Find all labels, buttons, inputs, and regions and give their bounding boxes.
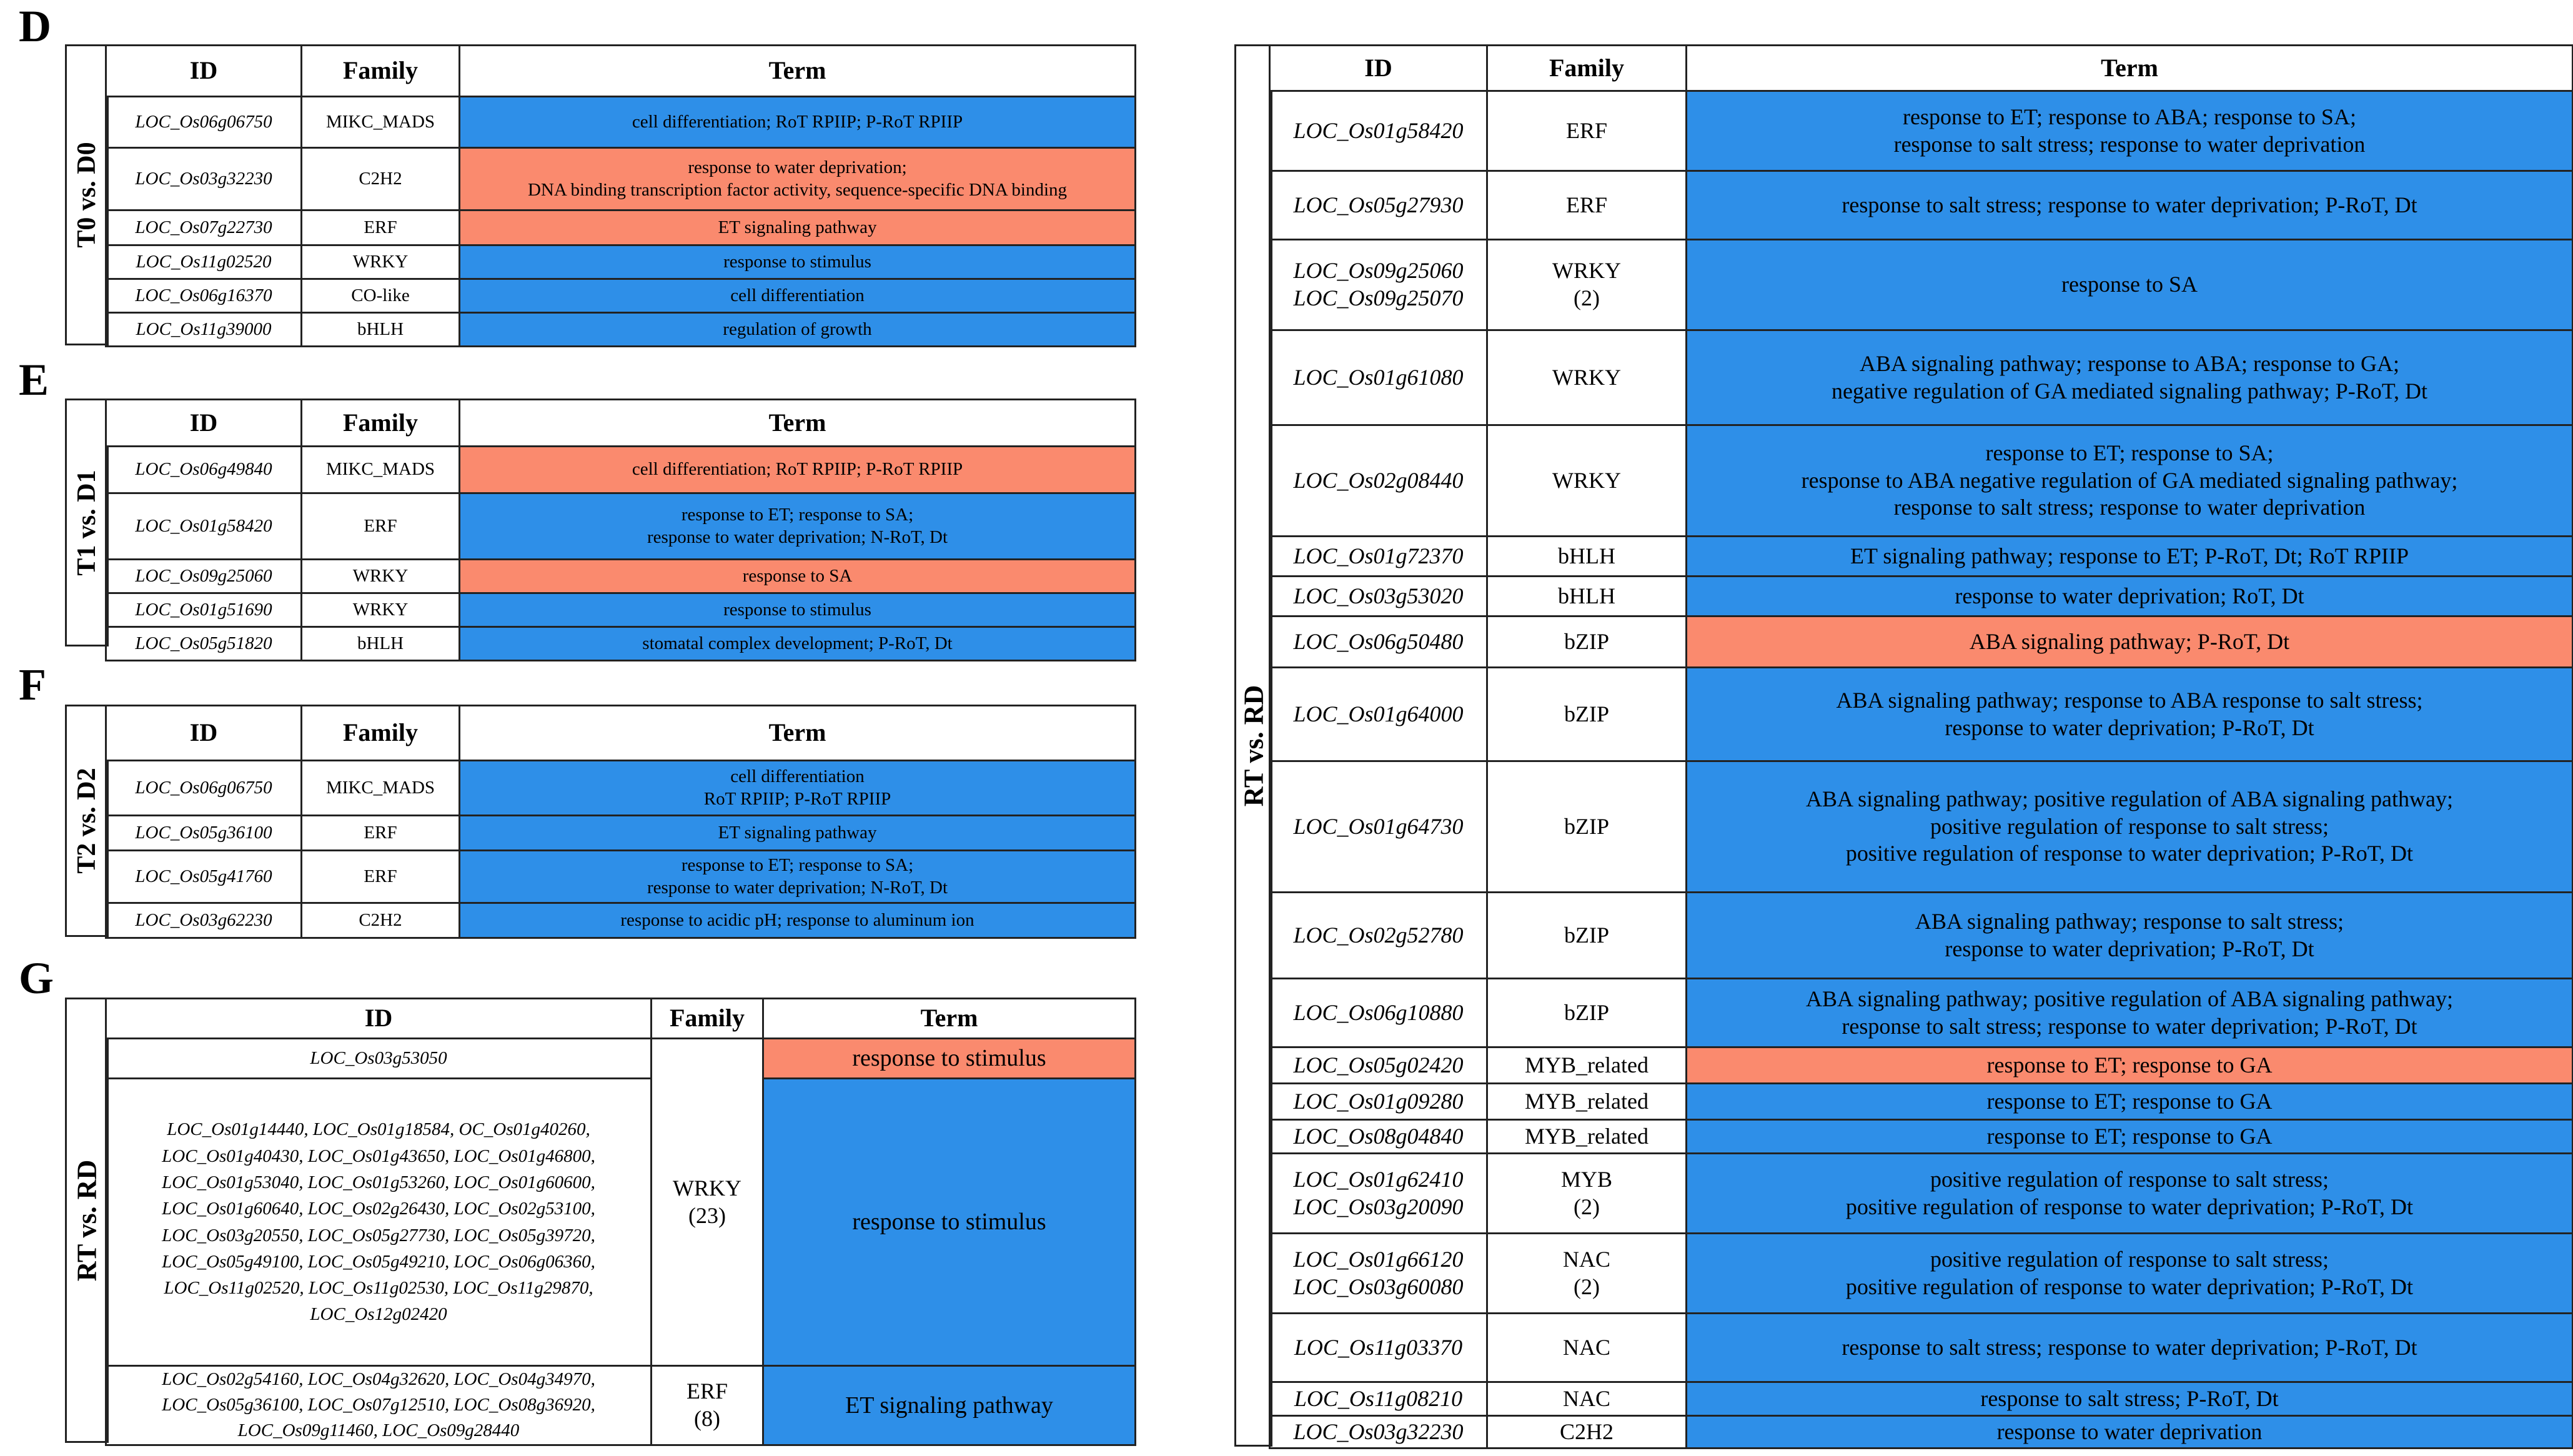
header-term: Term [460,706,1136,761]
gene-id-cell: LOC_Os06g49840 [106,447,302,493]
gene-id-list-wrky: LOC_Os01g14440, LOC_Os01g18584, OC_Os01g40260, LOC_Os01g40430, LOC_Os01g43650, LOC_Os01g46800, LOC_Os01g53040, LOC_Os01g53260, LOC_Os01g60600, LOC_Os01g60640, LOC_Os02g26430, LOC_Os02g53100, LOC_Os03g20550, LOC_Os05g27730, LOC_Os05g39720, LOC_Os05g49100, LOC_Os05g49210, LOC_Os06g06360, LOC_Os11g02520, LOC_Os11g02530, LOC_Os11g29870, LOC_Os12g02420 [106,1079,652,1366]
table-row [1270,171,2573,240]
term-cell-blue: response to salt stress; response to water deprivation; P-RoT, Dt [1687,1314,2573,1382]
table-row [1270,425,2573,537]
table-row [106,447,1136,493]
family-cell-erf: ERF [302,851,460,903]
term-cell-orange: response to ET; response to GA [1687,1047,2573,1084]
gene-id-cell: LOC_Os01g09280 [1270,1084,1487,1120]
header-term: Term [460,46,1136,97]
gene-id-cell: LOC_Os01g58420 [1270,91,1487,171]
term-cell-orange: response to water deprivation; DNA binding transcription factor activity, sequence-specific DNA binding [460,148,1136,210]
table-row [1270,1154,2573,1234]
table-row [1270,577,2573,617]
term-cell-blue: response to salt stress; P-RoT, Dt [1687,1382,2573,1416]
panel-d-table [65,44,1136,345]
term-cell-blue: ABA signaling pathway; response to ABA response to salt stress; response to water deprivation; P-RoT, Dt [1687,668,2573,761]
gene-id-cell: LOC_Os01g51690 [106,593,302,627]
term-cell-blue: cell differentiation [460,279,1136,313]
table-row [106,279,1136,313]
gene-id-cell: LOC_Os06g06750 [106,761,302,816]
family-cell-myb-related: MYB_related [1487,1047,1687,1084]
gene-id-cell: LOC_Os01g64000 [1270,668,1487,761]
family-cell-wrky-23: WRKY (23) [652,1039,763,1366]
table-row [106,97,1136,148]
term-cell-blue: ABA signaling pathway; positive regulation of ABA signaling pathway; positive regulation of response to salt stress; positive regulation of response to water deprivation; P-RoT, Dt [1687,761,2573,893]
group-label-t0-vs-d0: T0 vs. D0 [65,44,109,345]
header-term: Term [1687,46,2573,91]
table-row [106,903,1136,938]
gene-id-cell: LOC_Os02g52780 [1270,893,1487,979]
table-row [106,245,1136,279]
panel-e-table [65,399,1136,653]
gene-id-cell: LOC_Os05g51820 [106,627,302,661]
family-cell-c2h2: C2H2 [1487,1416,1687,1449]
table-row [1270,240,2573,330]
family-cell-erf: ERF [302,816,460,851]
group-label-rt-vs-rd-g: RT vs. RD [65,998,109,1443]
gene-id-cell: LOC_Os05g41760 [106,851,302,903]
term-cell-blue: response to ET; response to SA; response to water deprivation; N-RoT, Dt [460,493,1136,560]
gene-id-cell: LOC_Os05g02420 [1270,1047,1487,1084]
term-cell-blue: response to ET; response to GA [1687,1084,2573,1120]
table-row [106,816,1136,851]
family-cell-co-like: CO-like [302,279,460,313]
panel-rt-vs-rd-table [1234,44,2573,1447]
gene-id-cell: LOC_Os03g62230 [106,903,302,938]
gene-id-list-erf: LOC_Os02g54160, LOC_Os04g32620, LOC_Os04g34970, LOC_Os05g36100, LOC_Os07g12510, LOC_Os08g36920, LOC_Os09g11460, LOC_Os09g28440 [106,1366,652,1445]
family-cell-bzip: bZIP [1487,893,1687,979]
family-cell-bzip: bZIP [1487,617,1687,668]
table-row [1270,1382,2573,1416]
term-cell-blue: response to stimulus [460,245,1136,279]
term-cell-blue: response to water deprivation [1687,1416,2573,1449]
gene-id-cell: LOC_Os05g36100 [106,816,302,851]
term-cell-orange: cell differentiation; RoT RPIIP; P-RoT RPIIP [460,447,1136,493]
gene-id-cell: LOC_Os06g06750 [106,97,302,148]
table-row [106,627,1136,661]
family-cell-erf: ERF [1487,171,1687,240]
gene-id-cell: LOC_Os02g08440 [1270,425,1487,537]
gene-id-cell: LOC_Os06g50480 [1270,617,1487,668]
header-id: ID [106,999,652,1039]
header-family: Family [302,400,460,447]
gene-id-cell: LOC_Os05g27930 [1270,171,1487,240]
family-cell-erf-8: ERF (8) [652,1366,763,1445]
family-cell-erf: ERF [302,493,460,560]
table-row [1270,1314,2573,1382]
family-cell-mikc-mads: MIKC_MADS [302,97,460,148]
panel-letter-g: G [19,953,54,1003]
family-cell-nac: NAC [1487,1382,1687,1416]
header-family: Family [302,46,460,97]
header-id: ID [1270,46,1487,91]
gene-id-cell: LOC_Os01g61080 [1270,330,1487,425]
table-row [1270,330,2573,425]
term-cell-blue: ABA signaling pathway; positive regulation of ABA signaling pathway; response to salt stress; response to water deprivation; P-RoT, Dt [1687,979,2573,1047]
term-cell-blue: regulation of growth [460,313,1136,347]
term-cell-blue: ET signaling pathway [763,1366,1136,1445]
gene-id-cell: LOC_Os11g03370 [1270,1314,1487,1382]
term-cell-blue: positive regulation of response to salt stress; positive regulation of response to water deprivation; P-RoT, Dt [1687,1234,2573,1314]
term-cell-orange: ET signaling pathway [460,210,1136,245]
term-cell-orange: response to SA [460,560,1136,593]
header-term: Term [460,400,1136,447]
family-cell-mikc-mads: MIKC_MADS [302,761,460,816]
term-cell-blue: ABA signaling pathway; response to ABA; response to GA; negative regulation of GA mediated signaling pathway; P-RoT, Dt [1687,330,2573,425]
term-cell-blue: cell differentiation RoT RPIIP; P-RoT RPIIP [460,761,1136,816]
table-row [1270,979,2573,1047]
gene-id-cell: LOC_Os06g10880 [1270,979,1487,1047]
panel-letter-f: F [19,660,46,710]
gene-id-cell: LOC_Os11g02520 [106,245,302,279]
family-cell-wrky: WRKY [302,593,460,627]
table-row [1270,91,2573,171]
header-id: ID [106,706,302,761]
table-row [1270,1120,2573,1154]
term-cell-blue: response to SA [1687,240,2573,330]
family-cell-bhlh: bHLH [302,313,460,347]
term-cell-blue: response to water deprivation; RoT, Dt [1687,577,2573,617]
header-term: Term [763,999,1136,1039]
family-cell-bzip: bZIP [1487,668,1687,761]
term-cell-blue: response to stimulus [460,593,1136,627]
header-family: Family [302,706,460,761]
gene-id-cell: LOC_Os09g25060 LOC_Os09g25070 [1270,240,1487,330]
family-cell-wrky: WRKY (2) [1487,240,1687,330]
term-cell-blue: response to ET; response to SA; response to water deprivation; N-RoT, Dt [460,851,1136,903]
term-cell-blue: response to stimulus [763,1079,1136,1366]
gene-id-cell: LOC_Os01g58420 [106,493,302,560]
term-cell-orange: ABA signaling pathway; P-RoT, Dt [1687,617,2573,668]
gene-id-cell: LOC_Os01g62410 LOC_Os03g20090 [1270,1154,1487,1234]
gene-id-cell: LOC_Os11g39000 [106,313,302,347]
gene-id-cell: LOC_Os03g32230 [106,148,302,210]
panel-f-table [65,705,1136,937]
term-cell-blue: response to salt stress; response to water deprivation; P-RoT, Dt [1687,171,2573,240]
term-cell-blue: positive regulation of response to salt stress; positive regulation of response to water deprivation; P-RoT, Dt [1687,1154,2573,1234]
term-cell-blue: response to ET; response to ABA; response to SA; response to salt stress; response to water deprivation [1687,91,2573,171]
family-cell-bzip: bZIP [1487,761,1687,893]
gene-id-cell: LOC_Os09g25060 [106,560,302,593]
family-cell-nac: NAC (2) [1487,1234,1687,1314]
gene-id-cell: LOC_Os01g66120 LOC_Os03g60080 [1270,1234,1487,1314]
family-cell-c2h2: C2H2 [302,903,460,938]
gene-id-cell: LOC_Os03g53020 [1270,577,1487,617]
group-label-t1-vs-d1: T1 vs. D1 [65,399,109,646]
panel-letter-d: D [19,1,51,51]
table-row [1270,761,2573,893]
gene-id-cell: LOC_Os11g08210 [1270,1382,1487,1416]
family-cell-wrky: WRKY [1487,425,1687,537]
family-cell-erf: ERF [1487,91,1687,171]
table-row [1270,1084,2573,1120]
term-cell-blue: response to ET; response to GA [1687,1120,2573,1154]
header-id: ID [106,400,302,447]
family-cell-wrky: WRKY [302,245,460,279]
family-cell-nac: NAC [1487,1314,1687,1382]
family-cell-myb: MYB (2) [1487,1154,1687,1234]
gene-id-cell: LOC_Os07g22730 [106,210,302,245]
term-cell-blue: response to ET; response to SA; response to ABA negative regulation of GA mediated signaling pathway; response to salt stress; response to water deprivation [1687,425,2573,537]
family-cell-bhlh: bHLH [302,627,460,661]
gene-id-cell: LOC_Os03g53050 [106,1039,652,1079]
header-family: Family [1487,46,1687,91]
gene-id-cell: LOC_Os03g32230 [1270,1416,1487,1449]
table-row [1270,537,2573,577]
table-row [106,493,1136,560]
table-row [106,210,1136,245]
group-label-t2-vs-d2: T2 vs. D2 [65,705,109,937]
table-row [106,761,1136,816]
table-row [106,593,1136,627]
family-cell-myb-related: MYB_related [1487,1084,1687,1120]
table-row [1270,617,2573,668]
family-cell-wrky: WRKY [1487,330,1687,425]
term-cell-blue: ET signaling pathway; response to ET; P-RoT, Dt; RoT RPIIP [1687,537,2573,577]
term-cell-blue: ABA signaling pathway; response to salt stress; response to water deprivation; P-RoT, Dt [1687,893,2573,979]
family-cell-myb-related: MYB_related [1487,1120,1687,1154]
family-cell-c2h2: C2H2 [302,148,460,210]
table-row [1270,1047,2573,1084]
group-label-rt-vs-rd: RT vs. RD [1234,44,1272,1447]
term-cell-blue: stomatal complex development; P-RoT, Dt [460,627,1136,661]
table-row [1270,1234,2573,1314]
family-cell-bzip: bZIP [1487,979,1687,1047]
table-row [1270,893,2573,979]
table-row [106,313,1136,347]
gene-id-cell: LOC_Os06g16370 [106,279,302,313]
term-cell-blue: cell differentiation; RoT RPIIP; P-RoT RPIIP [460,97,1136,148]
header-family: Family [652,999,763,1039]
gene-id-cell: LOC_Os01g72370 [1270,537,1487,577]
gene-id-cell: LOC_Os08g04840 [1270,1120,1487,1154]
term-cell-blue: response to acidic pH; response to aluminum ion [460,903,1136,938]
table-row [106,148,1136,210]
family-cell-bhlh: bHLH [1487,577,1687,617]
term-cell-blue: ET signaling pathway [460,816,1136,851]
family-cell-mikc-mads: MIKC_MADS [302,447,460,493]
table-row [106,560,1136,593]
family-cell-wrky: WRKY [302,560,460,593]
header-id: ID [106,46,302,97]
family-cell-bhlh: bHLH [1487,537,1687,577]
table-row [1270,1416,2573,1449]
table-row [106,851,1136,903]
gene-id-cell: LOC_Os01g64730 [1270,761,1487,893]
term-cell-orange: response to stimulus [763,1039,1136,1079]
table-row [1270,668,2573,761]
panel-g-table [65,998,1136,1443]
panel-letter-e: E [19,355,49,405]
family-cell-erf: ERF [302,210,460,245]
